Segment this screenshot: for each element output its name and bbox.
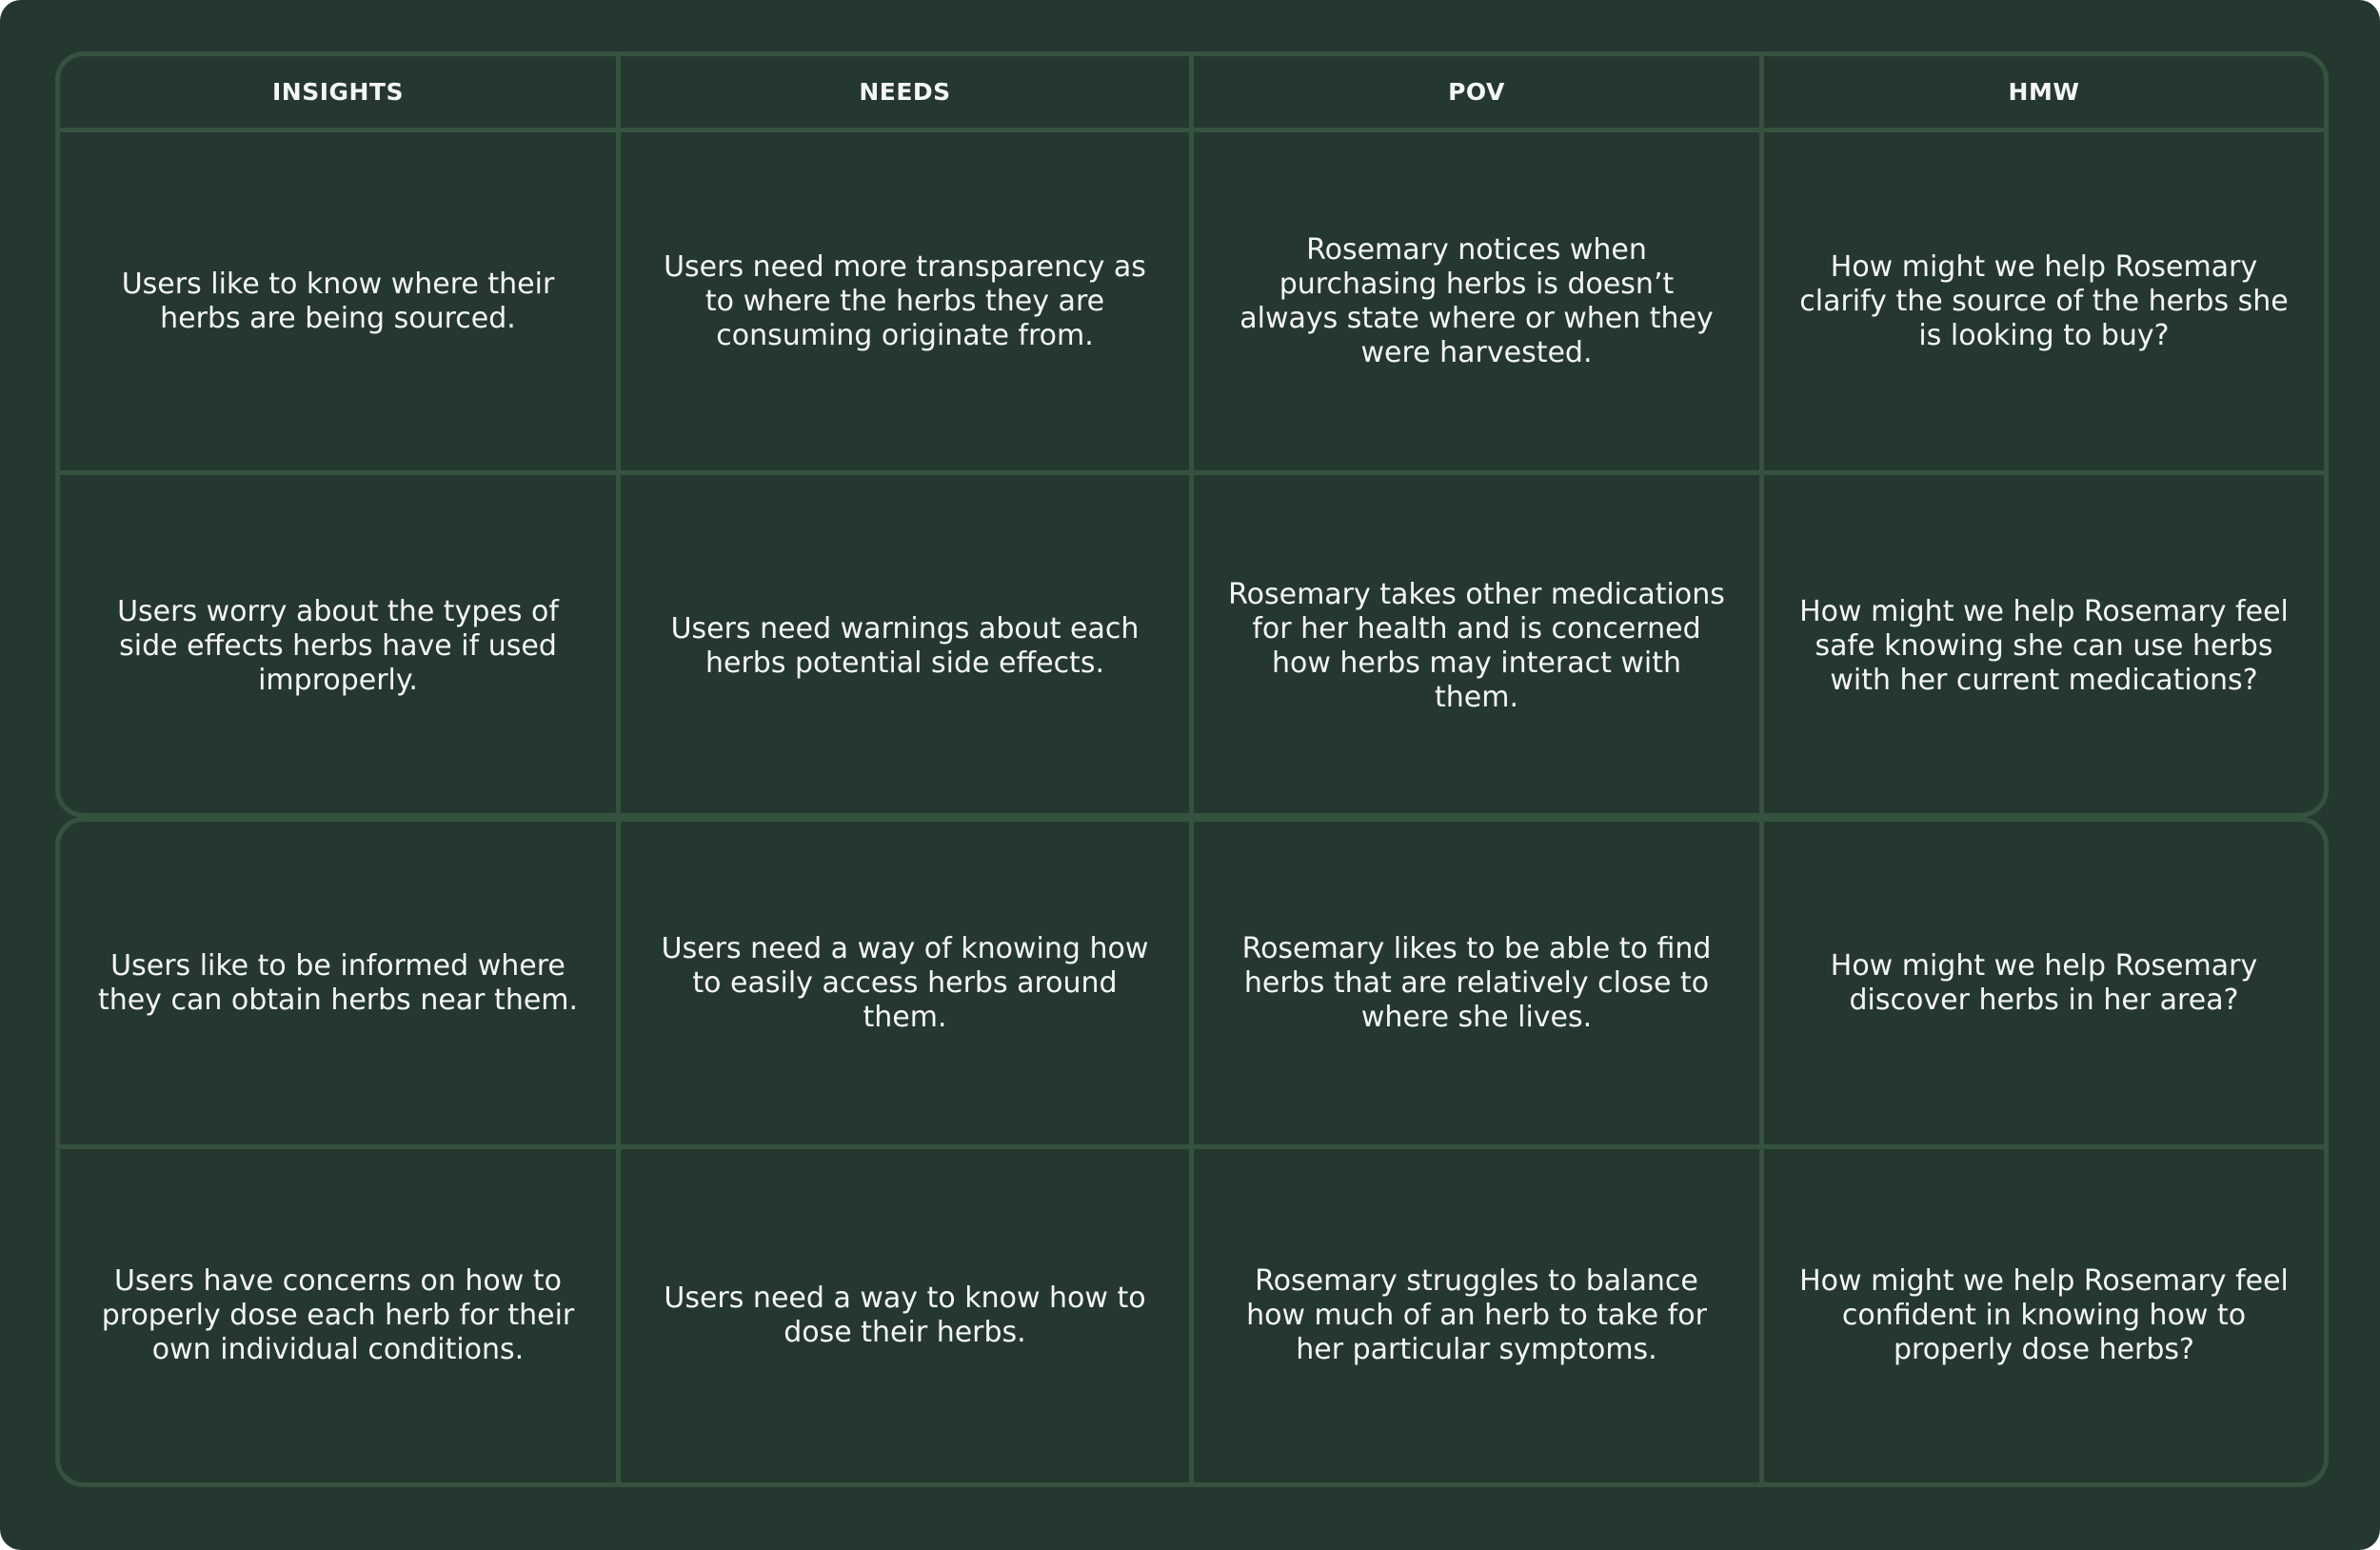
pov-cell: Rosemary likes to be able to find herbs that are relatively close to where she lives. <box>1241 931 1712 1034</box>
need-cell: Users need more transparency as to where the herbs they are consuming originate from. <box>664 249 1146 352</box>
need-cell: Users need a way to know how to dose their herbs. <box>664 1282 1146 1349</box>
pov-cell: Rosemary notices when purchasing herbs is doesn’t always state where or when they were harvested. <box>1240 232 1714 369</box>
need-cell: Users need a way of knowing how to easily access herbs around them. <box>661 931 1149 1034</box>
hmw-cell: How might we help Rosemary feel safe knowing she can use herbs with her current medications? <box>1799 594 2289 697</box>
column-header-needs: NEEDS <box>859 78 951 106</box>
hmw-cell: How might we help Rosemary feel confident in knowing how to properly dose herbs? <box>1799 1264 2289 1366</box>
need-cell: Users need warnings about each herbs potential side effects. <box>670 611 1140 680</box>
hmw-cell: How might we help Rosemary discover herbs in her area? <box>1830 948 2258 1017</box>
insight-cell: Users like to be informed where they can obtain herbs near them. <box>97 948 579 1017</box>
insight-cell: Users have concerns on how to properly dose each herb for their own individual conditions. <box>101 1264 575 1366</box>
pov-cell: Rosemary struggles to balance how much of an herb to take for her particular symptoms. <box>1246 1264 1707 1366</box>
insight-cell: Users like to know where their herbs are being sourced. <box>121 267 555 335</box>
column-header-pov: POV <box>1448 78 1505 106</box>
insight-cell: Users worry about the types of side effects herbs have if used improperly. <box>117 594 559 697</box>
hmw-cell: How might we help Rosemary clarify the source of the herbs she is looking to buy? <box>1799 249 2289 352</box>
pov-cell: Rosemary takes other medications for her health and is concerned how herbs may interact with them. <box>1228 577 1725 714</box>
column-header-hmw: HMW <box>2008 78 2080 106</box>
column-header-insights: INSIGHTS <box>271 78 405 106</box>
